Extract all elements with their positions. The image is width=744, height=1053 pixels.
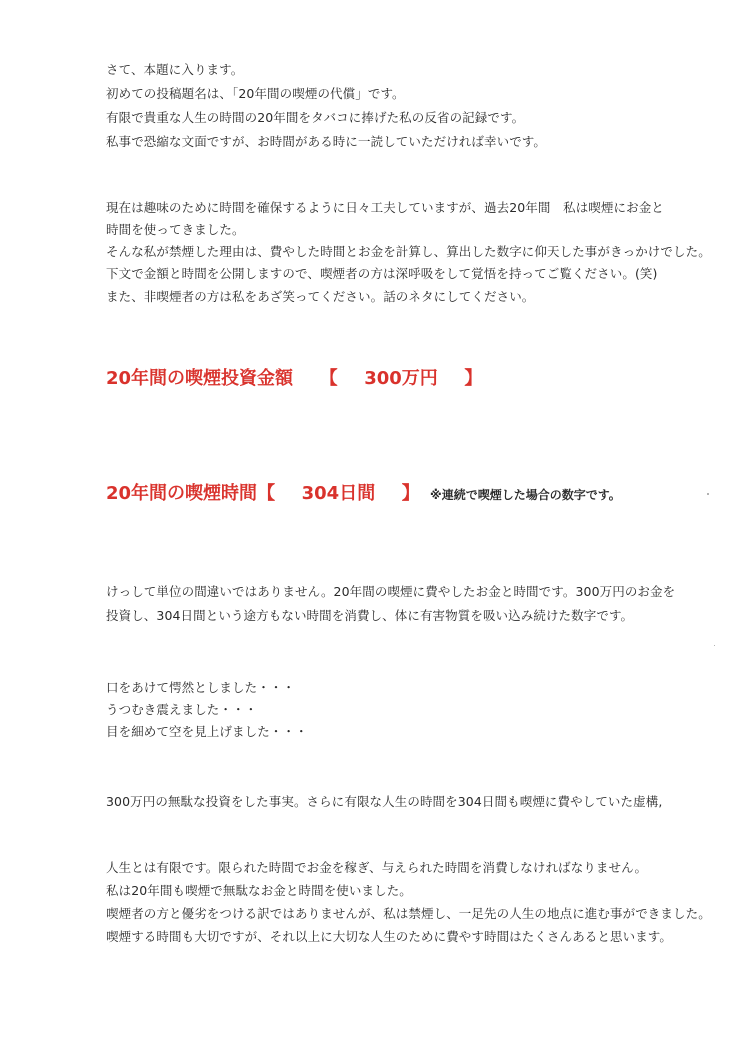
headline-money-label: 20年間の喫煙投資金額 xyxy=(106,368,294,389)
intro-line-4: 私事で恐縮な文面ですが、お時間がある時に一読していただければ幸いです。 xyxy=(106,134,547,149)
fact-line-1: 300万円の無駄な投資をした事実。さらに有限な人生の時間を304日間も喫煙に費やしていた虚構, xyxy=(106,794,663,809)
background-line-2: 時間を使ってきました。 xyxy=(106,222,245,237)
explanation-line-2: 投資し、304日間という途方もない時間を消費し、体に有害物質を吸い込み続けた数字です。 xyxy=(106,608,634,623)
headline-time-label: 20年間の喫煙時間 xyxy=(106,483,258,504)
conclusion-line-1: 人生とは有限です。限られた時間でお金を稼ぎ、与えられた時間を消費しなければなりません。 xyxy=(106,860,648,875)
intro-line-2: 初めての投稿題名は、「20年間の喫煙の代償」です。 xyxy=(106,86,405,101)
reaction-line-3: 目を細めて空を見上げました・・・ xyxy=(106,724,308,739)
headline-time-note: ※連続で喫煙した場合の数字です。 xyxy=(430,488,621,502)
intro-line-1: さて、本題に入ります。 xyxy=(106,62,244,77)
headline-money-value: 300万円 xyxy=(364,368,438,389)
conclusion-line-3: 喫煙者の方と優劣をつける訳ではありませんが、私は禁煙し、一足先の人生の地点に進む事ができました。 xyxy=(106,906,711,921)
headline-time xyxy=(106,483,621,506)
headline-money-open-bracket: 【 xyxy=(319,368,338,389)
headline-time-open-bracket: 【 xyxy=(257,483,276,504)
conclusion-line-4: 喫煙する時間も大切ですが、それ以上に大切な人生のために費やす時間はたくさんあると思います。 xyxy=(106,929,673,944)
scan-speck xyxy=(707,493,709,495)
background-line-4: 下文で金額と時間を公開しますので、喫煙者の方は深呼吸をして覚悟を持ってご覧ください。(笑) xyxy=(106,266,658,281)
background-line-1: 現在は趣味のために時間を確保するように日々工夫していますが、過去20年間 私は喫煙にお金と xyxy=(106,200,664,215)
conclusion-line-2: 私は20年間も喫煙で無駄なお金と時間を使いました。 xyxy=(106,883,412,898)
intro-line-3: 有限で貴重な人生の時間の20年間をタバコに捧げた私の反省の記録です。 xyxy=(106,110,525,125)
explanation-line-1: けっして単位の間違いではありません。20年間の喫煙に費やしたお金と時間です。300万円のお金を xyxy=(106,584,676,599)
headline-money-close-bracket: 】 xyxy=(464,368,483,389)
headline-time-value: 304日間 xyxy=(301,483,376,504)
background-line-3: そんな私が禁煙した理由は、費やした時間とお金を計算し、算出した数字に仰天した事がきっかけでした。 xyxy=(106,244,711,259)
scan-speck xyxy=(714,645,715,646)
headline-time-close-bracket: 】 xyxy=(401,483,420,504)
reaction-line-2: うつむき震えました・・・ xyxy=(106,702,258,717)
reaction-line-1: 口をあけて愕然としました・・・ xyxy=(106,680,296,695)
background-line-5: また、非喫煙者の方は私をあざ笑ってください。話のネタにしてください。 xyxy=(106,289,535,304)
headline-money xyxy=(106,368,482,390)
